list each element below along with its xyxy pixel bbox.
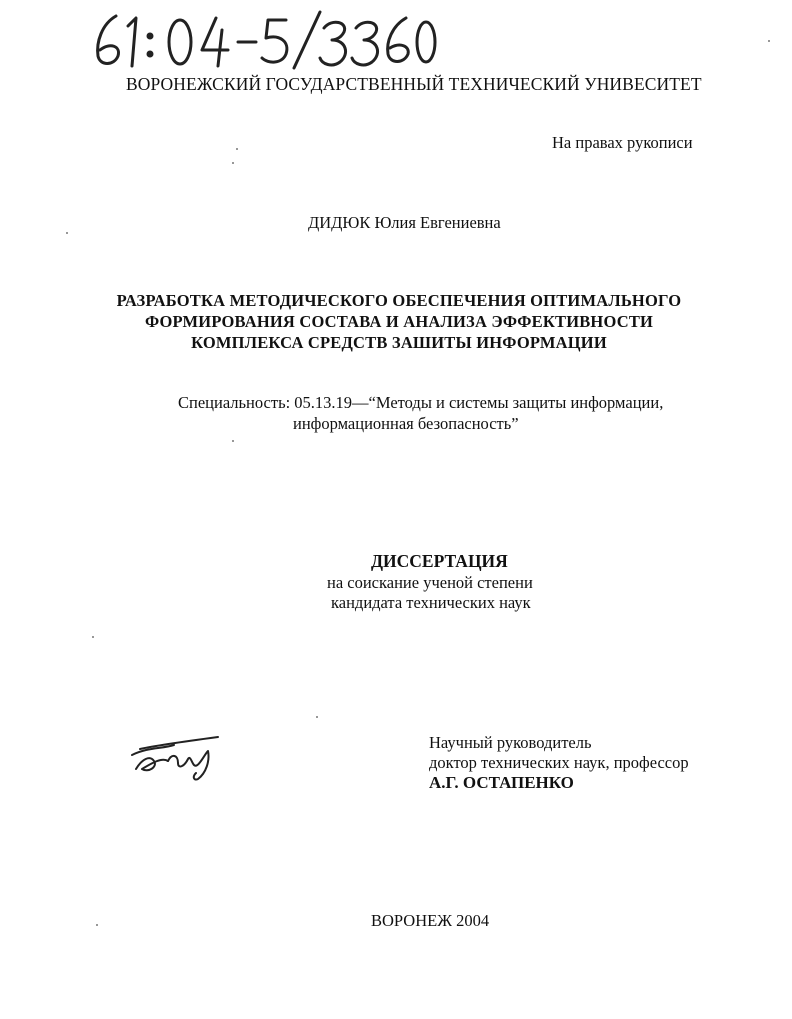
city-year: ВОРОНЕЖ 2004 (371, 911, 490, 930)
scan-speck (236, 148, 238, 150)
advisor-role: Научный руководитель (429, 733, 592, 752)
rights-note: На правах рукописи (552, 133, 693, 152)
title-line: РАЗРАБОТКА МЕТОДИЧЕСКОГО ОБЕСПЕЧЕНИЯ ОПТИМАЛЬНОГО (116, 291, 682, 310)
advisor-rank: доктор технических наук, профессор (429, 753, 689, 772)
handwritten-archive-code (88, 8, 438, 70)
title-line: ФОРМИРОВАНИЯ СОСТАВА И АНАЛИЗА ЭФФЕКТИВНОСТИ (144, 312, 654, 331)
scan-speck (92, 636, 94, 638)
university-name: ВОРОНЕЖСКИЙ ГОСУДАРСТВЕННЫЙ ТЕХНИЧЕСКИЙ УНИВЕСИТЕТ (126, 74, 702, 94)
scan-speck (232, 162, 234, 164)
advisor-name: А.Г. ОСТАПЕНКО (429, 773, 574, 792)
degree-line-1: на соискание ученой степени (327, 573, 533, 592)
scan-speck (232, 440, 234, 442)
specialty-line-1: Специальность: 05.13.19—“Методы и системы защиты информации, (178, 393, 664, 412)
degree-line-2: кандидата технических наук (331, 593, 531, 612)
author-name: ДИДЮК Юлия Евгениевна (308, 213, 501, 232)
title-line: КОМПЛЕКСА СРЕДСТВ ЗАШИТЫ ИНФОРМАЦИИ (191, 333, 607, 352)
specialty-line-2: информационная безопасность” (293, 414, 519, 433)
document-type: ДИССЕРТАЦИЯ (371, 551, 508, 571)
handwritten-signature (128, 733, 224, 783)
scan-speck (66, 232, 68, 234)
scan-speck (96, 924, 98, 926)
dissertation-title (110, 290, 688, 353)
scan-speck (316, 716, 318, 718)
scan-speck (768, 40, 770, 42)
